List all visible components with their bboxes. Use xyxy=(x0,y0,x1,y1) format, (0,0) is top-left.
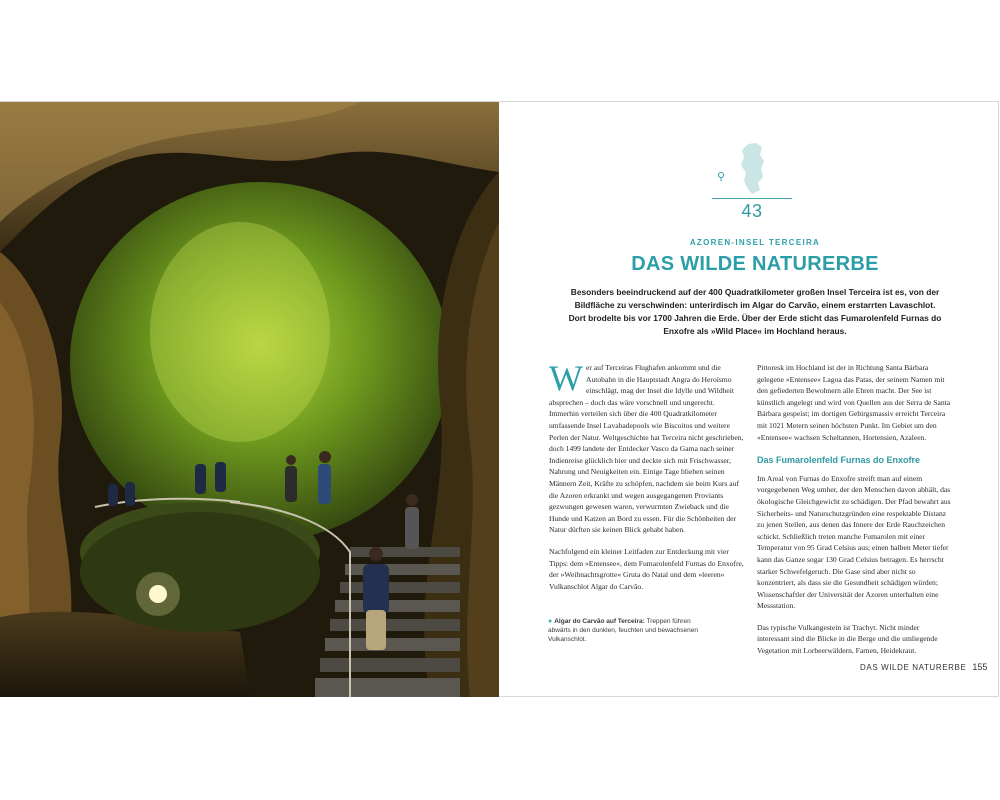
paragraph: Im Areal von Furnas do Enxofre streift man auf einem vorgegebenen Weg umher, der den Menschen davon abhält, das ökologische Gleichgewicht zu schädigen. Der Pfad bewahrt aus Sicherheits- und Naturschutzgründen eine respektable Distanz zu jenen Stellen, aus denen das Innere der Erde Rauchzeichen schickt. Schließlich treten manche Fumarolen mit einer Temperatur von 95 Grad Celsius aus; einen halben Meter tiefer kann das Ganze sogar 130 Grad Celsius betragen. Es herrscht starker Schwefelgeruch. Die Gase sind aber nicht so konzentriert, als dass sie die Gesundheit schädigen würden; Wissenschaftler der Universität der Azoren unterhalten eine Messstation. xyxy=(757,473,951,611)
caption-text: Treppen führen abwärts in den dunklen, feuchten und bewachsenen Vulkanschlot. xyxy=(548,618,698,643)
emblem-rule xyxy=(712,198,792,199)
drop-cap: W xyxy=(549,358,583,398)
photo-caption xyxy=(548,617,708,644)
paragraph-text: er auf Terceiras Flughafen ankommt und die Autobahn in die Hauptstadt Angra do Heroísmo einschlägt, mag der Insel die Idylle und Wildheit absprechen – doch das wäre vorschnell und ungerecht. Immerhin verteilen sich über die 400 Quadratkilometer umfassende Insel Lavabadepools wie Biscoitos und weitere Perlen der Natur. Weltgeschichte hat Terceira nicht geschrieben, doch 1499 landete der Entdecker Vasco da Gama nach seiner Indienreise glücklich hier und deckte sich mit Frischwasser, Nahrung und Neuigkeiten ein. Einige Tage blieben seinen Männern Zeit, Kräfte zu schöpfen, nachdem sie beim Kurs auf die Azoren erkrankt und wegen ausgegangenen Proviants gezwungen gewesen waren, verwurmten Zwieback und die Hunde und Katzen an Bord zu essen. Für die Schönheiten der Natur dürften sie keinen Blick gehabt haben. xyxy=(549,363,744,535)
running-title: DAS WILDE NATURERBE xyxy=(860,663,967,672)
page-number: 155 xyxy=(972,662,988,672)
paragraph: Nachfolgend ein kleiner Leitfaden zur Entdeckung mit vier Tipps: dem »Entensee«, dem Fumarolenfeld Furnas do Enxofre, der »Weihnachtsgrotte« Gruta do Natal und dem »leeren« Vulkanschlot Algar do Carvão. xyxy=(549,546,744,591)
lead-paragraph: Besonders beeindruckend auf der 400 Quadratkilometer großen Insel Terceira ist es, von der Bildfläche zu verschwinden: unterirdisch im Algar do Carvão, einem erstarrten Lavaschlot. Dort brodelte bis vor 1700 Jahren die Erde. Über der Erde sticht das Fumarolenfeld Furnas do Enxofre als »Wild Place« im Hochland heraus. xyxy=(568,287,942,336)
cave-illustration xyxy=(0,102,499,697)
map-pin-icon: ● xyxy=(548,618,553,625)
paragraph: Das typische Vulkangestein ist Trachyt. Nicht minder interessant sind die Blicke in die Berge und die umliegende Vegetation mit Lorbeerwäldern, Farnen, Heidekraut. xyxy=(757,622,938,656)
section-subhead: Das Fumarolenfeld Furnas do Enxofre xyxy=(757,455,921,466)
kicker: AZOREN-INSEL TERCEIRA xyxy=(689,238,821,247)
chapter-number: 43 xyxy=(741,201,763,221)
paragraph: Pittoresk im Hochland ist der in Richtung Santa Bárbara gelegene »Entensee« Lagoa das Patas, der seinem Namen mit den gefiederten Bewohnern alle Ehren macht. Der See ist künstlich angelegt und wird von Quellen aus der Serra de Santa Bárbara gespeist; im dortigen Gebirgsmassiv erreicht Terceira mit 1021 Metern seinen höchsten Punkt. Im Gebiet um den »Entensee« wachsen Scheltannen, Hortensien, Azaleen. xyxy=(757,363,951,442)
caption-bold: Algar do Carvão auf Terceira: xyxy=(554,618,645,625)
chapter-emblem xyxy=(712,143,792,223)
page-title: DAS WILDE NATURERBE xyxy=(631,253,879,275)
text-column-left xyxy=(549,358,744,602)
page-footer xyxy=(860,662,987,672)
text-column-right xyxy=(757,362,952,667)
cave-photo xyxy=(0,102,499,697)
portugal-map-icon xyxy=(738,143,766,195)
map-pin-icon: ⚲ xyxy=(717,171,726,183)
paragraph xyxy=(549,358,744,536)
